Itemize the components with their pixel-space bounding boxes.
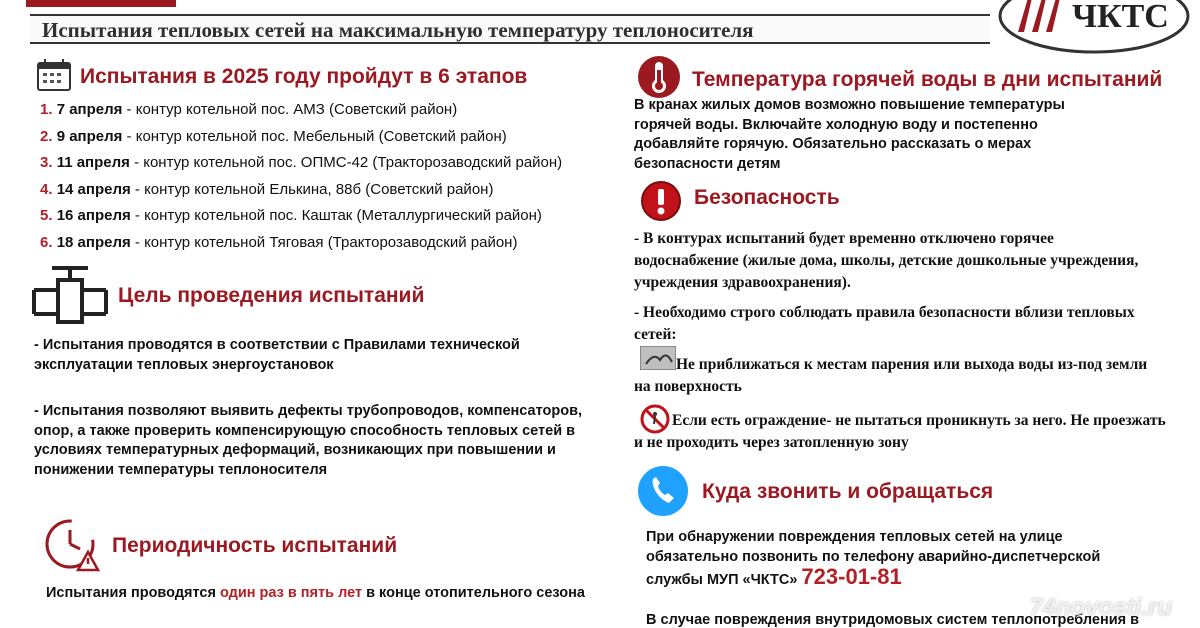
contact-heading: Куда звонить и обращаться: [702, 480, 994, 503]
phone-icon: [636, 464, 690, 523]
purpose-heading: Цель проведения испытаний: [118, 284, 425, 307]
safety-text-4: Если есть ограждение- не пытаться проникнуть за него. Не проезжать и не проходить через затопленную зону: [634, 412, 1166, 451]
stages-list: [40, 97, 562, 257]
page-title: Испытания тепловых сетей на максимальную температуру теплоносителя: [42, 18, 754, 42]
clock-warning-icon: [44, 516, 100, 577]
pipe-valve-icon: [30, 262, 110, 331]
purpose-text-1: - Испытания проводятся в соответствии с Правилами технической эксплуатации тепловых энергоустановок: [34, 337, 520, 373]
logo-text: ЧКТС: [1072, 0, 1169, 35]
period-text: Испытания проводятся один раз в пять лет в конце отопительного сезона: [46, 585, 585, 601]
list-item: 1. 7 апреля - контур котельной пос. АМЗ (Советский район): [40, 101, 458, 118]
list-item: 3. 11 апреля - контур котельной пос. ОПМС-42 (Тракторозаводский район): [40, 154, 563, 172]
safety-heading: Безопасность: [694, 186, 840, 209]
period-highlight: один раз в пять лет: [219, 585, 363, 601]
purpose-text-2: - Испытания позволяют выявить дефекты трубопроводов, компенсаторов, опор, а также проверить компенсирующую способность тепловых сетей в условиях температурных деформаций, возникающих при повышении и понижении температуры теплоносителя: [34, 403, 583, 478]
list-item: 4. 14 апреля - контур котельной Елькина, 88б (Советский район): [40, 180, 494, 198]
phone-number[interactable]: 723-01-81: [801, 564, 902, 589]
stages-heading: Испытания в 2025 году пройдут в 6 этапов: [80, 65, 528, 88]
list-item: 5. 16 апреля - контур котельной пос. Каштак (Металлургический район): [40, 207, 542, 225]
contact-text-2: В случае повреждения внутридомовых систем теплопотребления в: [646, 612, 1140, 628]
safety-text-1: - В контурах испытаний будет временно отключено горячее водоснабжение (жилые дома, школы, детские дошкольные учреждения, учреждения здравоохранения).: [634, 230, 1139, 291]
safety-text-3: Не приближаться к местам парения или выхода воды из-под земли на поверхность: [634, 356, 1148, 395]
period-heading: Периодичность испытаний: [112, 534, 398, 557]
list-item: 6. 18 апреля - контур котельной Тяговая (Тракторозаводский район): [40, 233, 518, 251]
list-item: 2. 9 апреля - контур котельной пос. Мебельный (Советский район): [40, 127, 507, 145]
top-accent-bar: [26, 0, 176, 7]
watermark: 74novosti.ru: [1029, 594, 1172, 621]
contact-text: При обнаружении повреждения тепловых сетей на улице обязательно позвонить по телефону аварийно-диспетчерской службы МУП «ЧКТС» 723-01-81: [646, 529, 1101, 589]
safety-text-2: - Необходимо строго соблюдать правила безопасности вблизи тепловых сетей:: [634, 304, 1135, 343]
calendar-icon: [36, 58, 72, 97]
hotwater-heading: Температура горячей воды в дни испытаний: [692, 68, 1163, 91]
logo: [996, 0, 1192, 56]
hotwater-text: В кранах жилых домов возможно повышение температуры горячей воды. Включайте холодную воду и постепенно добавляйте горячую. Обязательно рассказать о мерах безопасности детям: [634, 97, 1065, 172]
exclamation-icon: [640, 180, 682, 227]
